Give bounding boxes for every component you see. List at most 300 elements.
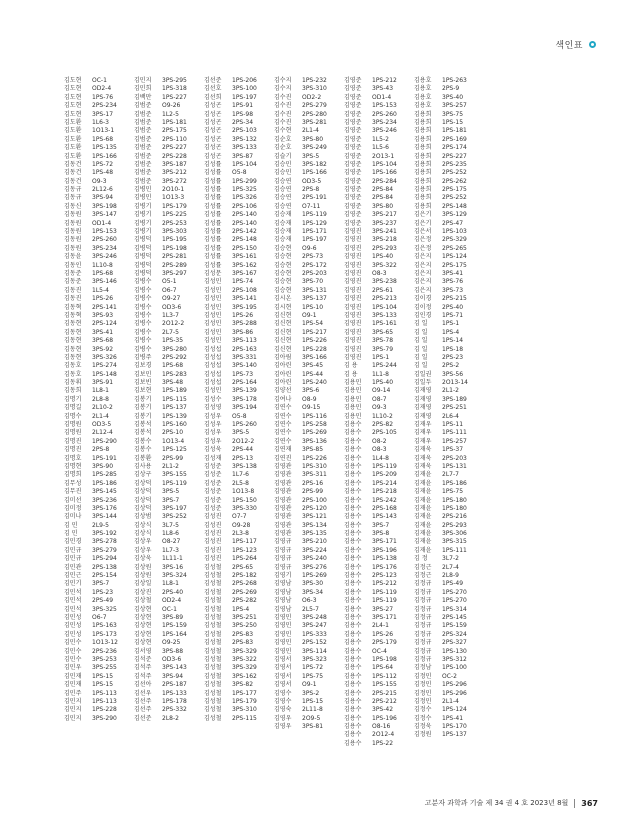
author-name: 김도현 [64,85,82,93]
index-entry [204,211,266,219]
index-entry [134,648,196,656]
presentation-code: 2PS-252 [442,169,467,177]
author-name: 김선준 [204,77,222,84]
presentation-code: 2PS-73 [302,253,324,261]
author-name: 김성욱 [204,446,222,454]
presentation-code: 1PS-206 [232,77,257,84]
author-name: 김성률 [204,228,222,236]
presentation-code: 2PS-168 [372,504,397,512]
index-entry [274,136,336,144]
presentation-code: 1PS-15 [92,672,114,680]
presentation-code: 3PS-238 [372,278,397,286]
author-name: 김선주 [134,697,152,705]
presentation-code: 1PS-104 [372,160,397,168]
index-entry [274,245,336,253]
author-name: 김성준 [204,479,222,487]
index-entry [344,664,406,672]
presentation-code: O9-1 [302,681,317,689]
presentation-code: 2PS-280 [302,110,327,118]
index-entry [64,94,126,102]
index-entry [274,111,336,119]
presentation-code: 2PS-235 [442,160,467,168]
author-name: 김서영 [134,647,152,655]
author-name: 김성준 [204,504,222,512]
author-name: 김승현 [274,269,292,277]
presentation-code: 2PS-234 [92,102,117,110]
author-name: 김상일 [134,580,152,588]
presentation-code: 1PS-218 [372,488,397,496]
author-name: 김상철 [134,597,152,605]
index-entry [274,387,336,395]
presentation-code: 2PS-329 [442,236,467,244]
author-name: 김용희 [414,144,432,152]
index-entry [64,429,126,437]
index-entry [414,555,476,563]
author-name: 김영진 [344,311,362,319]
author-name: 김성철 [204,563,222,571]
author-name: 김용호 [414,77,432,84]
author-name: 김승연 [274,194,292,202]
presentation-code: 1L5-4 [92,286,109,294]
index-entry [414,304,476,312]
author-name: 김상덕 [134,488,152,496]
presentation-code: 3PS-135 [302,530,327,538]
index-entry [344,648,406,656]
presentation-code: 1PS-22 [372,739,394,747]
author-name: 김용수 [344,538,362,546]
author-name: 김성곤 [204,144,222,152]
author-name: 김재윤 [414,496,432,504]
presentation-code: 3PS-198 [92,202,117,210]
author-name: 김병기 [134,228,152,236]
index-entry [64,664,126,672]
index-entry [414,597,476,605]
presentation-code: 2PS-120 [302,504,327,512]
author-name: 김성철 [204,605,222,613]
index-entry [344,413,406,421]
author-name: 김재윤 [414,521,432,529]
presentation-code: 3PS-155 [162,471,187,479]
presentation-code: 3PS-80 [372,202,394,210]
author-name: 김범준 [134,177,152,185]
presentation-code: 1PS-4 [442,328,460,336]
author-name: 김은지 [414,278,432,286]
index-entry [414,488,476,496]
author-name: 김영진 [344,353,362,361]
index-entry [414,455,476,463]
presentation-code: 2PS-281 [162,253,187,261]
author-name: 김영민 [274,639,292,647]
presentation-code: 2O9-5 [302,714,321,722]
author-name: 김신현 [274,337,292,345]
index-column [204,77,266,747]
index-entry [274,429,336,437]
author-name: 김성철 [204,614,222,621]
author-name: 김봉석 [134,421,152,429]
author-name: 김성철 [204,588,222,596]
author-name: 김병덕 [134,244,152,252]
author-name: 김성곤 [204,118,222,126]
author-name: 김상현 [134,614,152,621]
author-name: 김병수 [134,320,152,328]
index-entry [414,631,476,639]
author-name: 김용희 [414,152,432,160]
author-name: 김성곤 [204,102,222,110]
index-entry [64,471,126,479]
author-name: 김동희 [64,387,82,395]
presentation-code: 1L7-3 [162,546,179,554]
presentation-code: OD3-5 [92,421,112,429]
presentation-code: 3PS-143 [162,664,187,672]
presentation-code: 3PS-194 [232,404,257,412]
index-entry [414,673,476,681]
author-name: 김성철 [204,681,222,689]
page-header [555,38,596,51]
presentation-code: 2PS-203 [442,454,467,462]
presentation-code: 3PS-312 [442,655,467,663]
author-name: 김성률 [204,169,222,177]
presentation-code: 3PS-322 [232,655,257,663]
index-entry [64,245,126,253]
presentation-code: OD3-5 [302,177,322,185]
index-entry [204,329,266,337]
presentation-code: 2PS-169 [442,135,467,143]
index-entry [414,538,476,546]
page-footer [425,798,598,808]
author-name: 김용수 [344,488,362,496]
author-name: 김인경 [414,311,432,319]
author-name: 김정근 [414,572,432,580]
author-name: 김선호 [204,85,222,93]
author-name: 김영규 [274,546,292,554]
presentation-code: 1PS-111 [442,429,467,437]
author-name: 김정민 [414,672,432,680]
index-entry [414,547,476,555]
presentation-code: O7-11 [302,202,321,210]
author-name: 김성률 [204,261,222,269]
index-entry [414,413,476,421]
index-entry [134,555,196,563]
index-entry [204,715,266,723]
author-name: 김용수 [344,597,362,605]
index-entry [344,681,406,689]
author-name: 김봉수 [134,446,152,454]
index-entry [274,538,336,546]
author-name: 김수진 [274,118,292,126]
index-entry [344,622,406,630]
presentation-code: 2L5-8 [232,479,249,487]
author-name: 김승현 [274,286,292,294]
presentation-code: 1PS-189 [162,387,187,395]
presentation-code: O9-27 [162,295,181,303]
presentation-code: O8-27 [162,538,181,546]
index-entry [134,371,196,379]
presentation-code: 3PS-121 [302,513,327,521]
index-entry [414,429,476,437]
index-entry [344,480,406,488]
author-name: 김영숙 [274,706,292,714]
presentation-code: 3PS-167 [232,269,257,277]
author-name: 김정민 [414,689,432,697]
presentation-code: 2PS-150 [232,244,257,252]
author-name: 김민수 [64,655,82,663]
presentation-code: 2PS-8 [302,186,320,194]
index-entry [134,622,196,630]
author-name: 김동진 [64,286,82,294]
presentation-code: O7-7 [232,513,247,521]
presentation-code: 1PS-124 [442,706,467,714]
author-name: 김상진 [134,588,152,596]
presentation-code: 2L1-2 [442,387,459,395]
presentation-code: 1PS-14 [442,337,464,345]
presentation-code: 1PS-186 [92,479,117,487]
author-name: 김연수 [274,404,292,412]
presentation-code: 2PS-124 [92,320,117,328]
index-entry [204,295,266,303]
index-entry [64,690,126,698]
author-name: 김용수 [344,421,362,429]
author-name: 김영민 [274,622,292,630]
author-name: 김무성 [64,479,82,487]
presentation-code: 1PS-232 [302,77,327,84]
author-name: 김범준 [134,152,152,160]
author-name: 김수진 [274,102,292,110]
author-name: 김성준 [204,488,222,496]
author-name: 김재우 [414,421,432,429]
author-name: 김아린 [274,362,292,370]
index-entry [274,522,336,530]
index-entry [414,480,476,488]
index-entry [64,589,126,597]
presentation-code: 2PS-332 [162,706,187,714]
presentation-code: 1PS-35 [162,337,184,345]
presentation-code: 1PS-73 [232,370,254,378]
index-entry [274,262,336,270]
author-name: 김재영 [414,387,432,395]
author-name: 김시현 [274,303,292,311]
presentation-code: 2PS-44 [232,446,254,454]
author-name: 김병수 [134,303,152,311]
author-name: 김 일 [414,353,428,361]
index-entry [344,85,406,93]
author-name: 김병수 [134,328,152,336]
author-name: 김은지 [414,286,432,294]
author-name: 김영관 [274,504,292,512]
author-name: 김용수 [344,513,362,521]
index-entry [414,522,476,530]
author-name: 김 정 [414,555,428,563]
index-entry [344,547,406,555]
author-name: 김성섭 [204,362,222,370]
index-entry [204,522,266,530]
author-name: 김민기 [64,580,82,588]
index-entry [414,648,476,656]
index-entry [204,136,266,144]
index-entry [204,639,266,647]
author-name: 김영준 [344,211,362,219]
author-name: 김영관 [274,479,292,487]
author-name: 김보민 [134,370,152,378]
author-name: 김수지 [274,77,292,84]
presentation-code: 2PS-148 [442,202,467,210]
author-name: 김은정 [414,244,432,252]
author-name: 김영서 [274,672,292,680]
presentation-code: 2PS-227 [162,144,187,152]
presentation-code: 2PS-140 [232,211,257,219]
author-name: 김용수 [344,697,362,705]
index-entry [344,597,406,605]
author-name: 김영규 [274,563,292,571]
index-entry [64,673,126,681]
presentation-code: O9-3 [372,404,387,412]
author-name: 김봉기 [134,412,152,420]
index-entry [344,211,406,219]
author-name: 김성민 [204,387,222,395]
index-entry [274,690,336,698]
presentation-code: 1L10-8 [92,261,113,269]
presentation-code: 1PS-119 [372,588,397,596]
index-entry [134,346,196,354]
presentation-code: 1PS-1 [442,320,460,328]
author-name: 김도현 [64,102,82,110]
author-name: 김미나 [64,513,82,521]
index-entry [414,387,476,395]
author-name: 김동신 [64,202,82,210]
author-name: 김정민 [414,681,432,689]
index-entry [134,438,196,446]
presentation-code: 1PS-179 [162,202,187,210]
presentation-code: O6-7 [92,614,107,621]
author-name: 김범준 [134,102,152,110]
index-entry [134,387,196,395]
index-entry [204,513,266,521]
presentation-code: OC-1 [92,77,107,84]
index-entry [344,329,406,337]
presentation-code: 3PS-5 [302,152,320,160]
author-name: 김병수 [134,345,152,353]
index-entry [64,371,126,379]
author-name: 김용수 [344,605,362,613]
author-name: 김용수 [344,630,362,638]
author-name: 김성준 [204,462,222,470]
author-name: 김명진 [64,437,82,445]
presentation-code: 2PS-103 [232,127,257,135]
index-entry [64,606,126,614]
presentation-code: 2PS-13 [232,454,254,462]
author-name: 김정남 [414,664,432,672]
author-name: 김범준 [134,160,152,168]
presentation-code: 3PS-144 [92,513,117,521]
presentation-code: 2PS-236 [92,647,117,655]
author-name: 김영진 [344,261,362,269]
index-entry [344,127,406,135]
presentation-code: O8-3 [372,446,387,454]
author-name: 김영준 [344,102,362,110]
author-name: 김동규 [64,194,82,202]
index-entry [204,387,266,395]
author-name: 김 민 [64,521,78,529]
author-name: 김선준 [134,714,152,722]
presentation-code: 1PS-64 [372,664,394,672]
index-entry [344,178,406,186]
author-name: 김성곤 [204,152,222,160]
index-entry [64,480,126,488]
author-name: 김영준 [344,169,362,177]
presentation-code: 2PS-284 [372,177,397,185]
presentation-code: 2PS-260 [92,236,117,244]
presentation-code: 3PS-34 [302,588,324,596]
index-entry [134,127,196,135]
author-name: 김성곤 [204,127,222,135]
author-name: 김 용 [344,362,358,370]
index-entry [414,564,476,572]
index-entry [134,404,196,412]
presentation-code: 1PS-176 [372,563,397,571]
presentation-code: 3PS-217 [372,211,397,219]
author-name: 김정원 [414,731,432,739]
circle-marker-icon [589,41,596,48]
presentation-code: OD3-6 [162,303,182,311]
index-entry [344,538,406,546]
presentation-code: 1PS-15 [442,118,464,126]
author-name: 김성철 [204,655,222,663]
presentation-code: 3PS-278 [92,538,117,546]
author-name: 김동원 [64,228,82,236]
author-name: 김영진 [344,236,362,244]
presentation-code: 1PS-37 [442,446,464,454]
index-entry [414,329,476,337]
presentation-code: 3PS-6 [302,387,320,395]
index-entry [204,471,266,479]
presentation-code: 1PS-242 [372,496,397,504]
presentation-code: 3PS-48 [162,379,184,387]
author-name: 김상덕 [134,496,152,504]
index-entry [204,362,266,370]
presentation-code: 1PS-290 [92,437,117,445]
index-entry [134,262,196,270]
author-name: 김성곤 [204,135,222,143]
index-entry [274,723,336,731]
author-name: 김용수 [344,555,362,563]
author-name: 김용수 [344,446,362,454]
presentation-code: 2PS-106 [232,202,257,210]
index-entry [344,236,406,244]
index-entry [344,455,406,463]
author-name: 김도현 [64,93,82,101]
author-name: 김연재 [274,446,292,454]
author-name: 김명희 [64,471,82,479]
author-name: 김슬기 [274,152,292,160]
author-name: 김용호 [414,93,432,101]
index-entry [204,429,266,437]
index-entry [204,94,266,102]
author-name: 김상원 [134,572,152,580]
presentation-code: O8-2 [372,437,387,445]
author-name: 김성률 [204,202,222,210]
author-name: 김병민 [134,186,152,194]
presentation-code: 3PS-297 [162,269,187,277]
presentation-code: 2PS-148 [232,236,257,244]
presentation-code: 1PS-173 [92,630,117,638]
presentation-code: 1PS-71 [442,311,464,319]
author-name: 김성철 [204,622,222,630]
index-entry [204,337,266,345]
presentation-code: 1PS-119 [302,211,327,219]
presentation-code: 1PS-170 [442,723,467,731]
author-name: 김영기 [274,572,292,580]
presentation-code: 1PS-104 [232,160,257,168]
author-name: 김동현 [64,353,82,361]
